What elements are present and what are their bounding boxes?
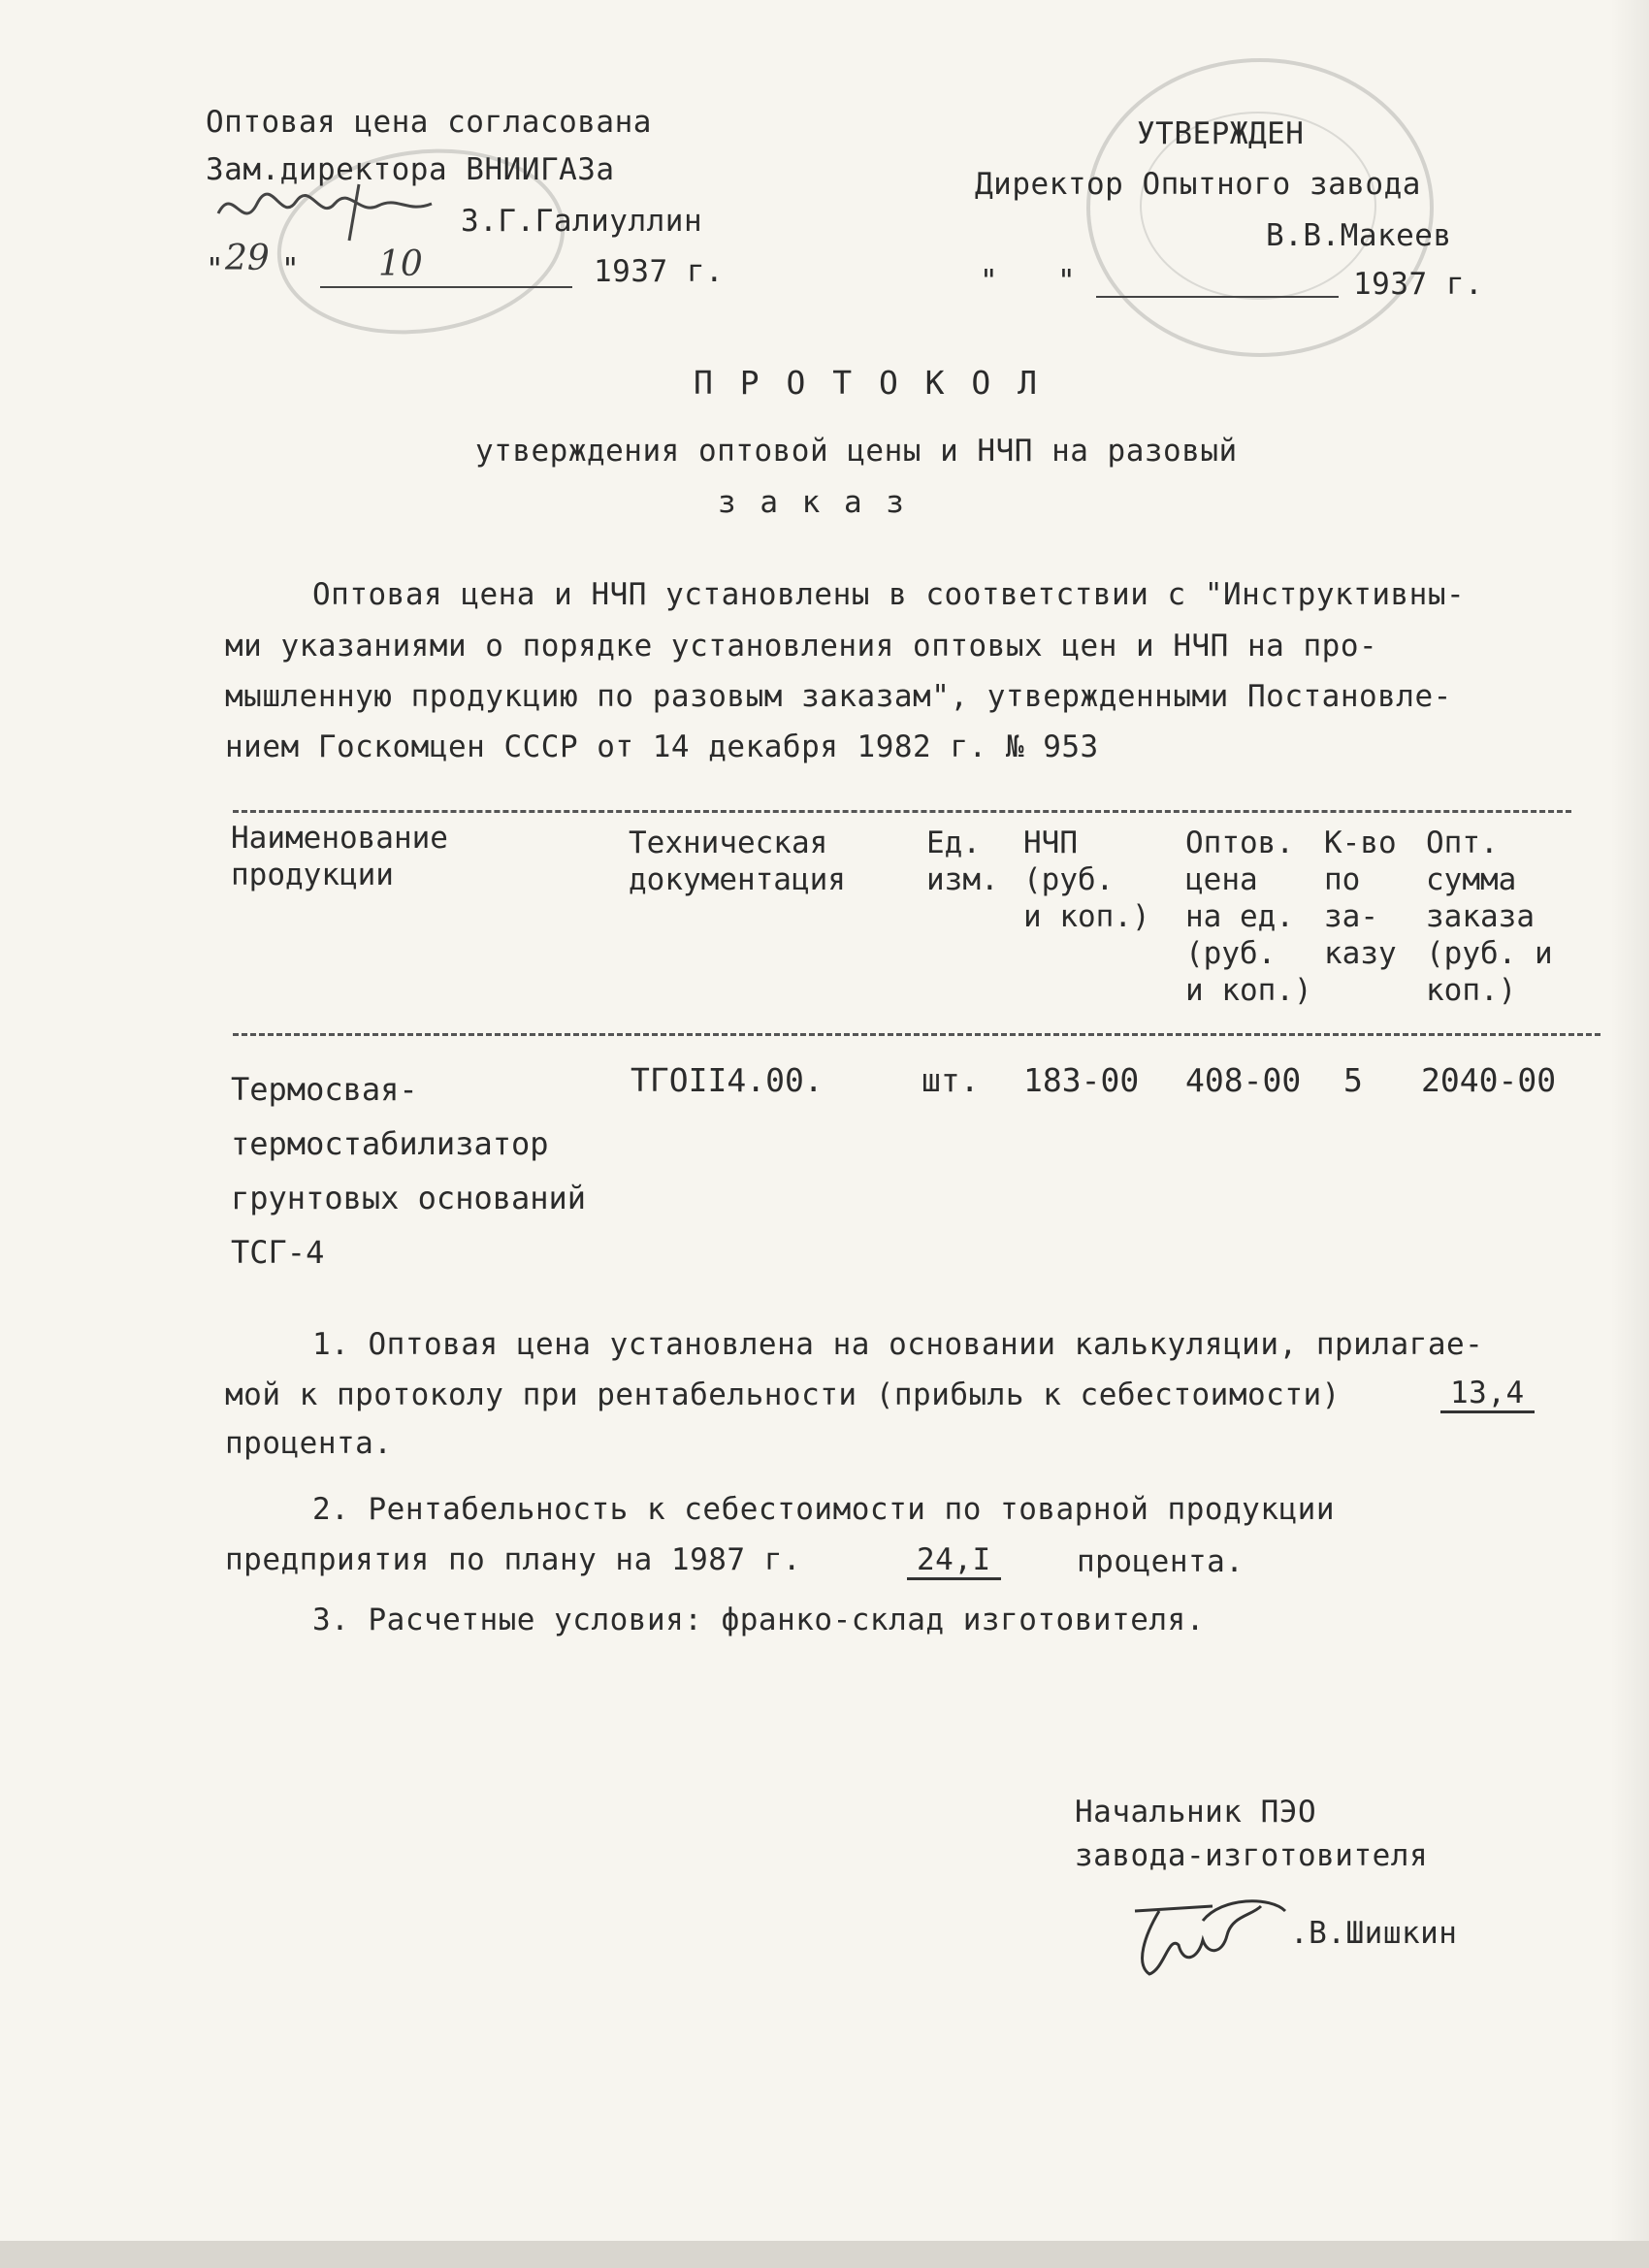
col-header-doc: Техническая документация [629, 826, 846, 897]
note2-line2: предприятия по плану на 1987 г. [225, 1542, 802, 1577]
approval-right-name: В.В.Макеев [1266, 218, 1452, 253]
row-nchp: 183-00 [1023, 1061, 1140, 1099]
approval-left-month: 10 [378, 244, 423, 284]
row-unit: шт. [922, 1061, 980, 1099]
table-header-rule [233, 1033, 1600, 1036]
approval-left-year: 1937 г. [594, 254, 725, 289]
note1-value: 13,4 [1440, 1376, 1535, 1413]
note2-value: 24,I [907, 1542, 1001, 1580]
page-edge-shadow [1610, 0, 1649, 2268]
row-sum: 2040-00 [1421, 1061, 1557, 1099]
approval-left-quote-open: " [206, 252, 225, 287]
col-header-nchp: НЧП (руб. и коп.) [1023, 826, 1150, 934]
note2-line1: 2. Рентабельность к себестоимости по товарной продукции [312, 1492, 1335, 1527]
approval-left-name: З.Г.Галиуллин [461, 204, 703, 239]
intro-line1: Оптовая цена и НЧП установлены в соответствии с "Инструктивны- [312, 577, 1466, 612]
note1-line2: мой к протоколу при рентабельности (прибыль к себестоимости) [225, 1377, 1341, 1412]
approval-left-day: 29 [225, 239, 270, 278]
intro-line3: мышленную продукцию по разовым заказам", утвержденными Постановле- [225, 679, 1452, 714]
col-header-price: Оптов. цена на ед. (руб. и коп.) [1185, 826, 1312, 1008]
intro-line4: нием Госкомцен СССР от 14 декабря 1982 г. № 953 [225, 729, 1099, 764]
note2-suffix: процента. [1077, 1544, 1245, 1579]
signer-title-line2: завода-изготовителя [1075, 1838, 1429, 1873]
note1-line1: 1. Оптовая цена установлена на основании калькуляции, прилагае- [312, 1327, 1484, 1362]
approval-right-line2: Директор Опытного завода [975, 167, 1421, 202]
row-doc: ТГОII4.00. [630, 1061, 824, 1099]
col-header-sum: Опт. сумма заказа (руб. и коп.) [1426, 826, 1553, 1008]
scan-bottom-band [0, 2241, 1649, 2268]
approval-right-year: 1937 г. [1353, 267, 1484, 302]
approval-left-line2: Зам.директора ВНИИГАЗа [206, 152, 615, 187]
col-header-unit: Ед. изм. [926, 826, 999, 897]
approval-right-quote-close: " [1057, 264, 1077, 299]
approval-left-date-line [320, 286, 572, 288]
row-name: Термосвая- термостабилизатор грунтовых оснований ТСГ-4 [231, 1071, 587, 1271]
document-subtitle-line1: утверждения оптовой цены и НЧП на разовый [475, 434, 1238, 469]
left-signature-icon [213, 175, 436, 243]
signer-title-line1: Начальник ПЭО [1075, 1795, 1317, 1830]
table-top-rule [233, 810, 1571, 813]
col-header-qty: К-во по за- казу [1324, 826, 1397, 971]
row-price: 408-00 [1185, 1061, 1302, 1099]
signer-signature-icon [1106, 1877, 1300, 1984]
note1-line3: процента. [225, 1426, 393, 1461]
approval-right-title: УТВЕРЖДЕН [1137, 116, 1305, 151]
signer-name: .В.Шишкин [1290, 1916, 1458, 1951]
intro-line2: ми указаниями о порядке установления оптовых цен и НЧП на про- [225, 629, 1378, 664]
approval-right-date-line [1096, 296, 1339, 298]
approval-left-line1: Оптовая цена согласована [206, 105, 652, 140]
note3: 3. Расчетные условия: франко-склад изготовителя. [312, 1603, 1205, 1637]
document-subtitle-line2: з а к а з [718, 485, 907, 520]
approval-left-quote-close: " [281, 252, 301, 287]
row-qty: 5 [1343, 1061, 1363, 1099]
approval-right-quote-open: " [980, 264, 999, 299]
document-title: П Р О Т О К О Л [694, 364, 1042, 402]
col-header-name: Наименование продукции [231, 821, 448, 892]
